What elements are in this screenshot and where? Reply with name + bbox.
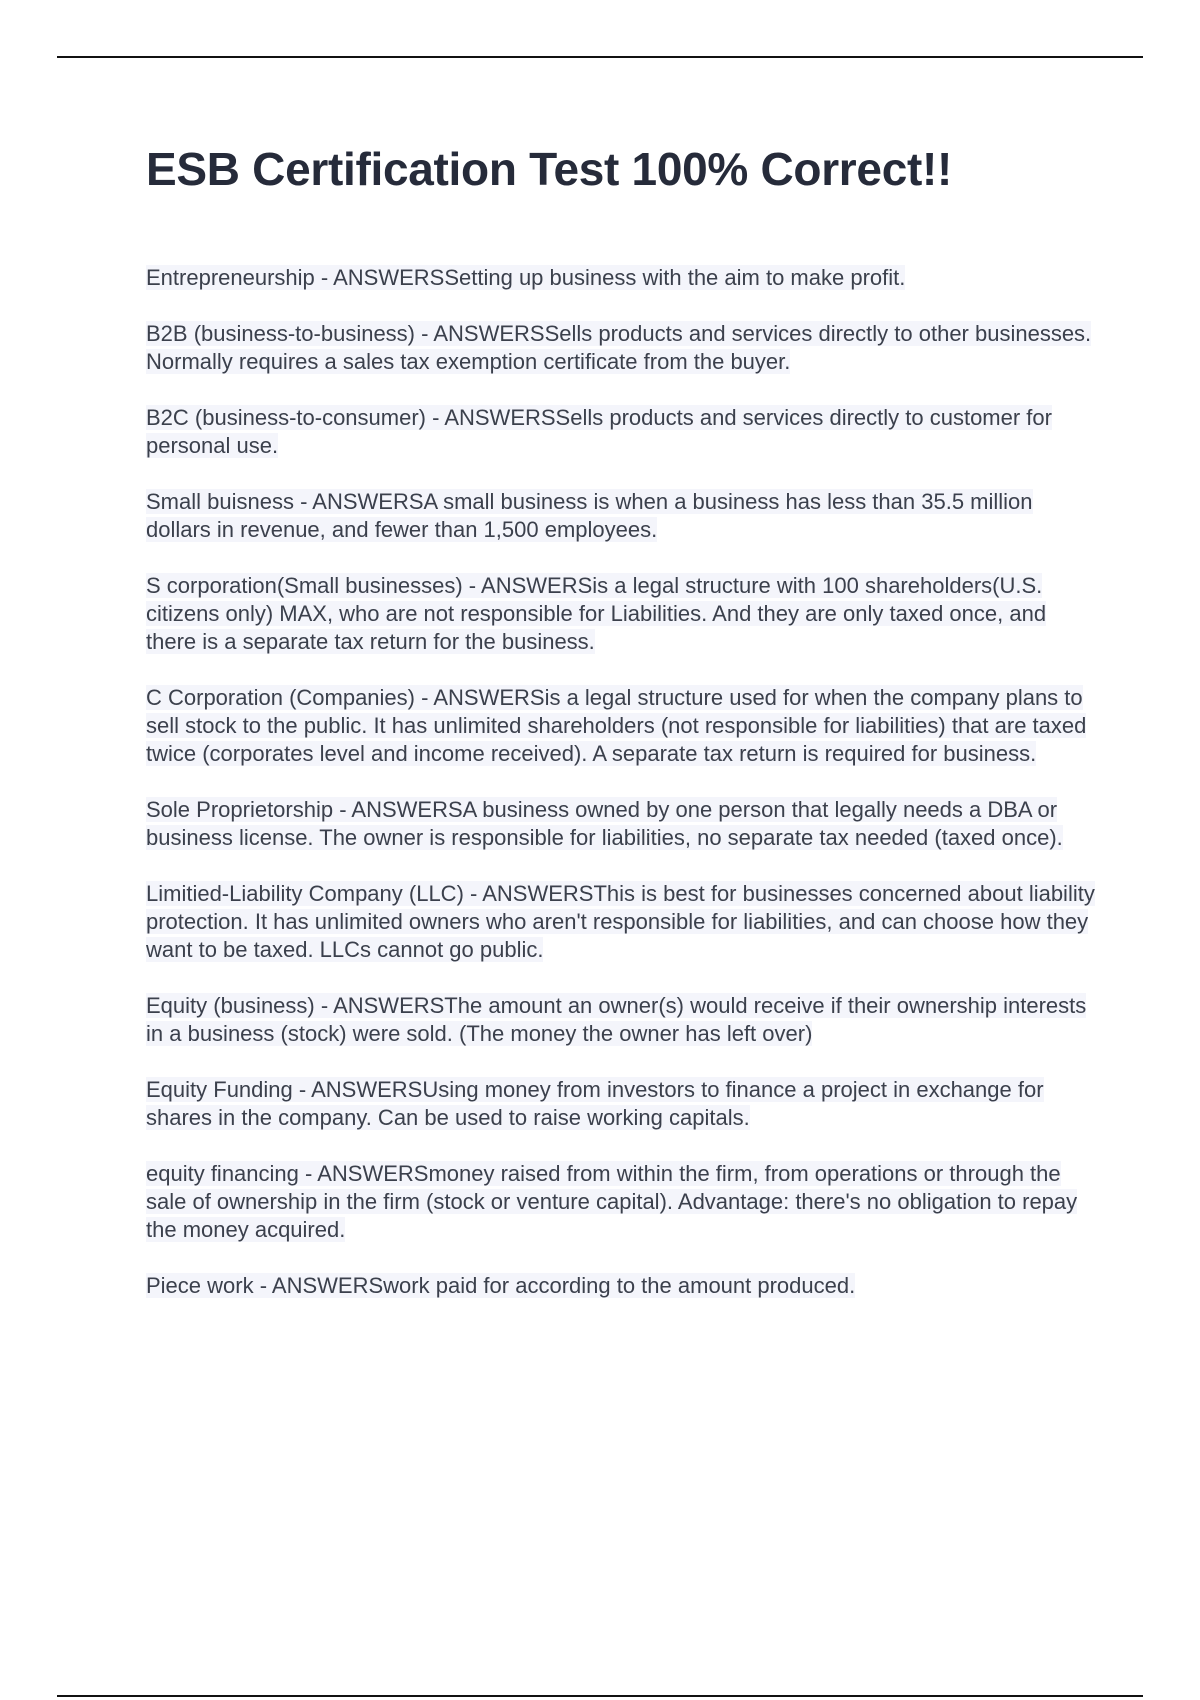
bottom-rule (57, 1695, 1143, 1697)
qa-entry-equity-financing (146, 1160, 1096, 1244)
qa-entry-equity-funding (146, 1076, 1096, 1132)
qa-entry-c-corporation (146, 684, 1096, 768)
qa-entry-text: Small buisness - ANSWERSA small business is when a business has less than 35.5 million dollars in revenue, and fewer than 1,500 employees. (146, 489, 1033, 542)
qa-entry-text: Equity (business) - ANSWERSThe amount an owner(s) would receive if their ownership interests in a business (stock) were sold. (The money the owner has left over) (146, 993, 1087, 1046)
qa-list (146, 264, 1096, 1300)
qa-entry-text: B2C (business-to-consumer) - ANSWERSSells products and services directly to customer for personal use. (146, 405, 1052, 458)
qa-entry-text: B2B (business-to-business) - ANSWERSSells products and services directly to other businesses. Normally requires a sales tax exemption certificate from the buyer. (146, 321, 1092, 374)
qa-entry-small-business (146, 488, 1096, 544)
qa-entry-s-corporation (146, 572, 1096, 656)
qa-entry-text: C Corporation (Companies) - ANSWERSis a legal structure used for when the company plans to sell stock to the public. It has unlimited shareholders (not responsible for liabilities) that are taxed twice (corporates level and income received). A separate tax return is required for business. (146, 685, 1087, 766)
qa-entry-text: Equity Funding - ANSWERSUsing money from investors to finance a project in exchange for shares in the company. Can be used to raise working capitals. (146, 1077, 1044, 1130)
qa-entry-text: Piece work - ANSWERSwork paid for according to the amount produced. (146, 1273, 856, 1298)
page-title: ESB Certification Test 100% Correct!! (146, 143, 953, 195)
document-body (146, 140, 1096, 1328)
qa-entry-text: S corporation(Small businesses) - ANSWERSis a legal structure with 100 shareholders(U.S. citizens only) MAX, who are not responsible for Liabilities. And they are only taxed once, and there is a separate tax return for the business. (146, 573, 1047, 654)
qa-entry-text: Sole Proprietorship - ANSWERSA business owned by one person that legally needs a DBA or business license. The owner is responsible for liabilities, no separate tax needed (taxed once). (146, 797, 1063, 850)
top-rule (57, 56, 1143, 58)
qa-entry-text: equity financing - ANSWERSmoney raised from within the firm, from operations or through the sale of ownership in the firm (stock or venture capital). Advantage: there's no obligation to repay the money acquired. (146, 1161, 1078, 1242)
qa-entry-piece-work (146, 1272, 1096, 1300)
qa-entry-text: Limitied-Liability Company (LLC) - ANSWERSThis is best for businesses concerned about liability protection. It has unlimited owners who aren't responsible for liabilities, and can choose how they want to be taxed. LLCs cannot go public. (146, 881, 1095, 962)
qa-entry-sole-proprietorship (146, 796, 1096, 852)
qa-entry-b2c (146, 404, 1096, 460)
qa-entry-text: Entrepreneurship - ANSWERSSetting up business with the aim to make profit. (146, 265, 906, 290)
qa-entry-equity (146, 992, 1096, 1048)
qa-entry-entrepreneurship (146, 264, 1096, 292)
qa-entry-b2b (146, 320, 1096, 376)
qa-entry-llc (146, 880, 1096, 964)
